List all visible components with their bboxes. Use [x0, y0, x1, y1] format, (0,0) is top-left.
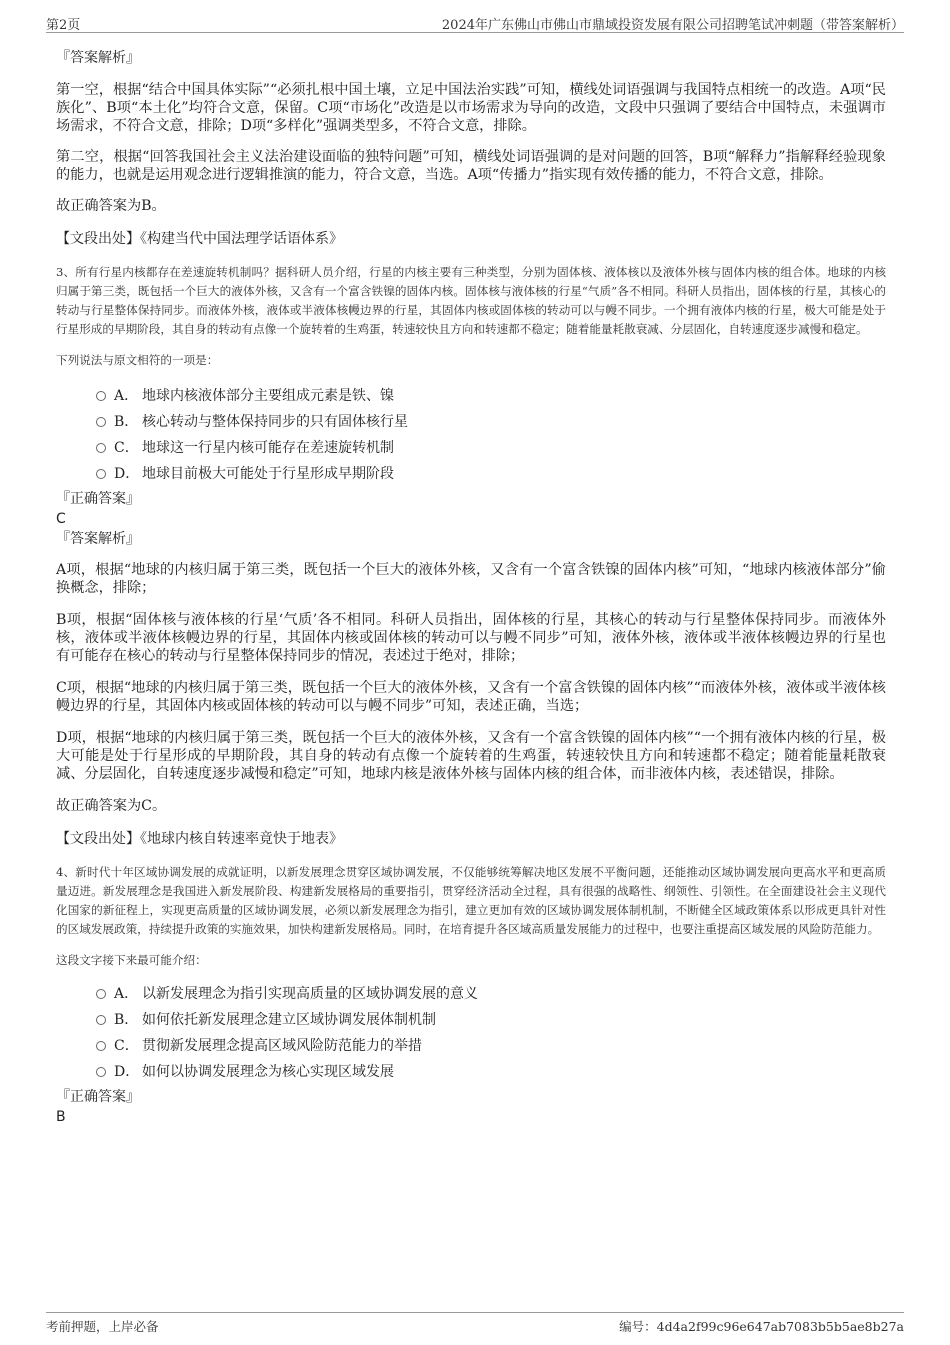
analysis-conclusion: 故正确答案为B。: [56, 198, 166, 214]
document-id: 编号：4d4a2f99c96e647ab7083b5b5ae8b27a: [619, 1319, 904, 1334]
radio-icon[interactable]: [96, 1015, 106, 1025]
analysis-paragraph: 第二空，根据“回答我国社会主义法治建设面临的独特问题”可知，横线处词语强调的是对问题的回答，B项“解释力”指解释经验现象的能力，也就是运用观念进行逻辑推演的能力，符合文意，当选。A项“传播力”指实现有效传播的能力，不符合文意，排除。: [56, 149, 886, 183]
analysis-paragraph: C项，根据“地球的内核归属于第三类，既包括一个巨大的液体外核，又含有一个富含铁镍的固体内核”“而液体外核，液体或半液体核幔边界的行星，其固体内核或固体核的转动可以与幔不同步”可知，表述正确，当选；: [56, 680, 886, 714]
question-4-options: [56, 981, 886, 1085]
option-d[interactable]: D． 如何以协调发展理念为核心实现区域发展: [96, 1059, 886, 1085]
question-3-options: [56, 383, 886, 487]
question-4-prompt: 这段文字接下来最可能介绍：: [56, 953, 207, 967]
radio-icon[interactable]: [96, 469, 106, 479]
page-number: 第2页: [46, 18, 81, 33]
radio-icon[interactable]: [96, 443, 106, 453]
page-header: [46, 12, 904, 33]
correct-answer-label: 『正确答案』: [56, 491, 140, 507]
analysis-paragraph: A项，根据“地球的内核归属于第三类，既包括一个巨大的液体外核，又含有一个富含铁镍的固体内核”可知，“地球内核液体部分”偷换概念，排除；: [56, 562, 886, 596]
analysis-conclusion: 故正确答案为C。: [56, 798, 167, 814]
footer-slogan: 考前押题，上岸必备: [46, 1319, 159, 1334]
option-c[interactable]: C． 地球这一行星内核可能存在差速旋转机制: [96, 435, 886, 461]
option-a[interactable]: A． 以新发展理念为指引实现高质量的区域协调发展的意义: [96, 981, 886, 1007]
passage-source: 【文段出处】《构建当代中国法理学话语体系》: [56, 231, 343, 247]
option-b[interactable]: B． 核心转动与整体保持同步的只有固体核行星: [96, 409, 886, 435]
option-d[interactable]: D． 地球目前极大可能处于行星形成早期阶段: [96, 461, 886, 487]
correct-answer-label: 『正确答案』: [56, 1089, 140, 1105]
radio-icon[interactable]: [96, 1041, 106, 1051]
analysis-paragraph: B项，根据“固体核与液体核的行星‘气质’各不相同。科研人员指出，固体核的行星，其核心的转动与行星整体保持同步。而液体外核，液体或半液体核幔边界的行星，其固体内核或固体核的转动可以与幔不同步”可知，液体外核，液体或半液体核幔边界的行星也有可能存在核心的转动与行星整体保持同步的情况，表述过于绝对，排除；: [56, 612, 886, 664]
page-footer: [46, 1312, 904, 1335]
answer-analysis-label: 『答案解析』: [56, 50, 140, 66]
analysis-paragraph: 第一空，根据“结合中国具体实际”“必须扎根中国土壤，立足中国法治实践”可知，横线处词语强调与我国特点相统一的改造。A项“民族化”、B项“本土化”均符合文意，保留。C项“市场化”改造是以市场需求为导向的改造，文段中只强调了要结合中国特点，未强调市场需求，不符合文意，排除；D项“多样化”强调类型多，不符合文意，排除。: [56, 82, 886, 134]
document-body: [56, 48, 886, 1127]
option-a[interactable]: A． 地球内核液体部分主要组成元素是铁、镍: [96, 383, 886, 409]
question-4-passage: 4、新时代十年区域协调发展的成就证明，以新发展理念贯穿区域协调发展，不仅能够统筹解决地区发展不平衡问题，还能推动区域协调发展向更高水平和更高质量迈进。新发展理念是我国进入新发展阶段、构建新发展格局的重要指引，贯穿经济活动全过程，具有很强的战略性、纲领性、引领性。在全面建设社会主义现代化国家的新征程上，实现更高质量的区域协调发展，必须以新发展理念为指引，建立更加有效的区域协调发展体制机制，不断健全区域政策体系以形成更具针对性的区域发展政策，持续提升政策的实施效果，加快构建新发展格局。同时，在培育提升各区域高质量发展能力的过程中，也要注重提高区域发展的风险防范能力。: [56, 865, 886, 936]
document-title: 2024年广东佛山市佛山市鼎域投资发展有限公司招聘笔试冲刺题（带答案解析）: [441, 18, 904, 33]
answer-analysis-label: 『答案解析』: [56, 531, 140, 547]
correct-answer: C: [56, 511, 66, 527]
question-3-prompt: 下列说法与原文相符的一项是：: [56, 353, 219, 367]
option-b[interactable]: B． 如何依托新发展理念建立区域协调发展体制机制: [96, 1007, 886, 1033]
passage-source: 【文段出处】《地球内核自转速率竟快于地表》: [56, 831, 343, 847]
question-3-passage: 3、所有行星内核都存在差速旋转机制吗？据科研人员介绍，行星的内核主要有三种类型，分别为固体核、液体核以及液体外核与固体内核的组合体。地球的内核归属于第三类，既包括一个巨大的液体外核，又含有一个富含铁镍的固体内核。固体核与液体核的行星“气质”各不相同。科研人员指出，固体核的行星，其核心的转动与行星整体保持同步。而液体外核，液体或半液体核幔边界的行星，其固体内核或固体核的转动可以与幔不同步。一个拥有液体内核的行星，极大可能是处于行星形成的早期阶段，其自身的转动有点像一个旋转着的生鸡蛋，转速较快且方向和转速都不稳定；随着能量耗散衰减、分层固化，自转速度逐步减慢和稳定。: [56, 265, 886, 336]
analysis-paragraph: D项，根据“地球的内核归属于第三类，既包括一个巨大的液体外核，又含有一个富含铁镍的固体内核”“一个拥有液体内核的行星，极大可能是处于行星形成的早期阶段，其自身的转动有点像一个旋转着的生鸡蛋，转速较快且方向和转速都不稳定；随着能量耗散衰减、分层固化，自转速度逐步减慢和稳定”可知，地球内核是液体外核与固体内核的组合体，而非液体内核，表述错误，排除。: [56, 730, 886, 782]
option-c[interactable]: C． 贯彻新发展理念提高区域风险防范能力的举措: [96, 1033, 886, 1059]
radio-icon[interactable]: [96, 989, 106, 999]
correct-answer: B: [56, 1109, 66, 1125]
radio-icon[interactable]: [96, 391, 106, 401]
radio-icon[interactable]: [96, 1067, 106, 1077]
radio-icon[interactable]: [96, 417, 106, 427]
